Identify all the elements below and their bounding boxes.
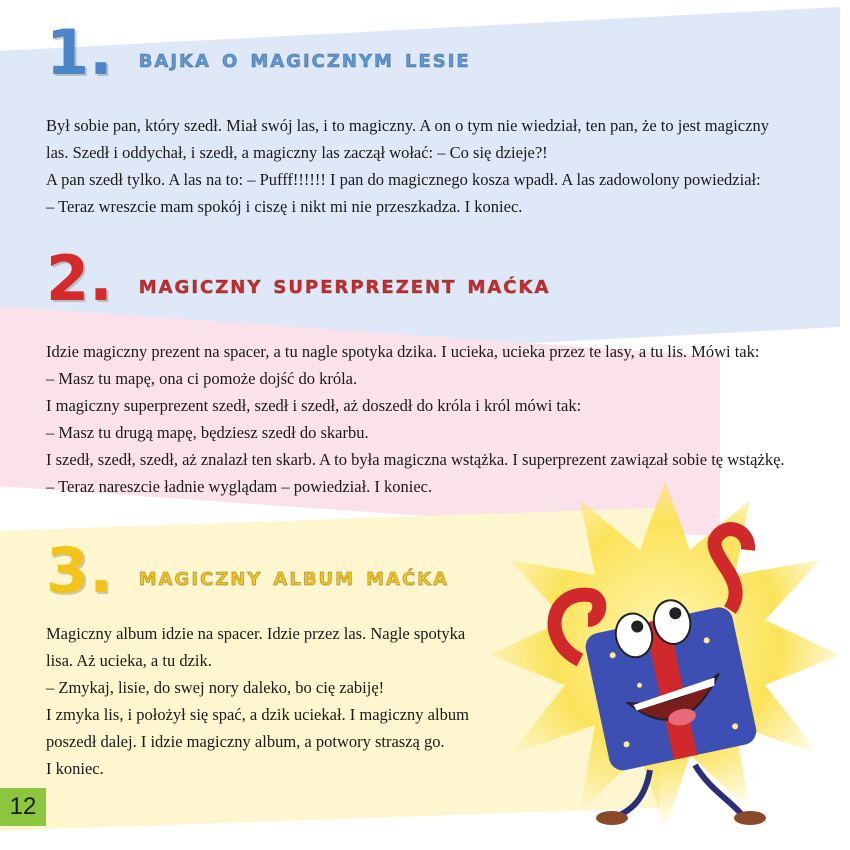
- story-line: poszedł dalej. I idzie magiczny album, a potwory straszą go.: [46, 732, 445, 751]
- page-number: 12: [0, 788, 46, 826]
- story-heading-3: [46, 532, 469, 607]
- story-line: – Teraz nareszcie ładnie wyglądam – powiedział. I koniec.: [46, 477, 433, 496]
- story-number-2: 2.: [46, 242, 113, 315]
- story-line: I magiczny superprezent szedł, szedł i szedł, aż doszedł do króla i król mówi tak:: [46, 396, 582, 415]
- story-title-3: magiczny album maćka: [138, 562, 450, 592]
- story-section-1: [46, 14, 769, 220]
- story-line: Magiczny album idzie na spacer. Idzie przez las. Nagle spotyka: [46, 624, 466, 643]
- story-line: Był sobie pan, który szedł. Miał swój las, i to magiczny. A on o tym nie wiedział, ten pan, że to jest magiczny: [46, 116, 769, 135]
- story-line: Idzie magiczny prezent na spacer, a tu nagle spotyka dzika. I ucieka, ucieka przez te lasy, a tu lis. Mówi tak:: [46, 342, 760, 361]
- story-title-1: bajka o magicznym lesie: [138, 44, 471, 74]
- story-line: I zmyka lis, i położył się spać, a dzik uciekał. I magiczny album: [46, 705, 469, 724]
- story-text-3: [46, 620, 469, 782]
- story-section-3: [46, 532, 469, 782]
- story-line: – Masz tu drugą mapę, będziesz szedł do skarbu.: [46, 423, 369, 442]
- mascot-leg-left: [620, 770, 650, 815]
- story-line: – Masz tu mapę, ona ci pomoże dojść do króla.: [46, 369, 358, 388]
- story-line: – Teraz wreszcie mam spokój i ciszę i nikt mi nie przeszkadza. I koniec.: [46, 197, 523, 216]
- story-line: I szedł, szedł, szedł, aż znalazł ten skarb. A to była magiczna wstążka. I superprezent zawiązał sobie tę wstążkę.: [46, 450, 785, 469]
- story-line: lisa. Aż ucieka, a tu dzik.: [46, 651, 212, 670]
- story-line: las. Szedł i oddychał, i szedł, a magiczny las zaczął wołać: – Co się dzieje?!: [46, 143, 548, 162]
- magic-gift-mascot-illustration: [480, 470, 850, 840]
- story-number-1: 1.: [46, 16, 113, 89]
- story-line: A pan szedł tylko. A las na to: – Pufff!!!!!! I pan do magicznego kosza wpadł. A las zadowolony powiedział:: [46, 170, 761, 189]
- story-section-2: [46, 240, 785, 500]
- story-text-1: [46, 112, 769, 220]
- story-title-2: magiczny superprezent maćka: [138, 270, 551, 300]
- story-number-3: 3.: [46, 534, 113, 607]
- story-heading-1: [46, 14, 769, 89]
- story-line: – Zmykaj, lisie, do swej nory daleko, bo cię zabiję!: [46, 678, 385, 697]
- story-heading-2: [46, 240, 785, 315]
- story-line: I koniec.: [46, 759, 104, 778]
